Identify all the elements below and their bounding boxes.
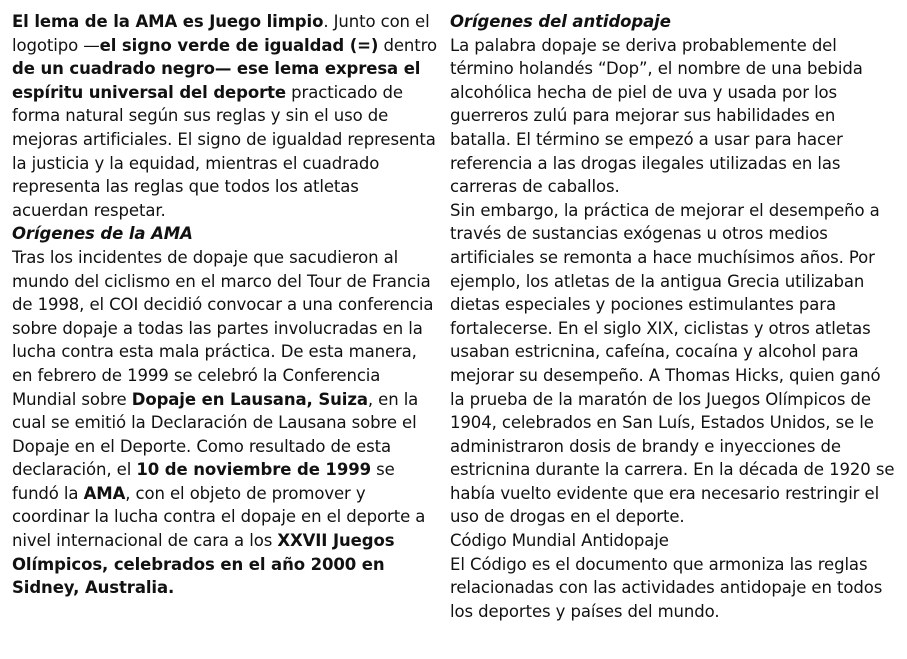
left-column [12,10,440,600]
ama-bold-text: AMA [83,483,126,503]
sydney-games-bold-text: XXVII Juegos Olímpicos, celebrados en el año 2000 en Sidney, Australia. [12,531,395,598]
founding-date-bold-text: 10 de noviembre de 1999 [136,460,371,480]
heading-origins-ama: Orígenes de la AMA [12,224,193,244]
intro-text-2: dentro [378,35,437,55]
origins-text-1: Tras los incidentes de dopaje que sacudieron al mundo del ciclismo en el marco del Tour de Francia de 1998, el COI decidió convocar a una conferencia sobre dopaje a todas las partes involucradas en la lucha contra esta mala práctica. De esta manera, en febrero de 1999 se celebró la Conferencia Mundial sobre [12,247,434,409]
right-column [450,10,898,623]
origins-text-3: se fundó la [12,460,395,503]
motto-bold-text: El lema de la AMA es Juego limpio [12,12,324,31]
origins-text-2: , en la cual se emitió la Declaración de Lausana sobre el Dopaje en el Deporte. Como resultado de esta declaración, el [12,389,419,480]
code-paragraph: El Código es el documento que armoniza las reglas relacionadas con las actividades antidopaje en todos los deportes y países del mundo. [450,554,883,621]
origins-paragraph [12,246,440,600]
heading-origins-antidoping: Orígenes del antidopaje [450,12,671,31]
heading-world-code: Código Mundial Antidopaje [450,531,669,551]
origins-text-4: , con el objeto de promover y coordinar la lucha contra el dopaje en el deporte a nivel internacional de cara a los [12,483,426,551]
history-paragraph: Sin embargo, la práctica de mejorar el desempeño a través de sustancias exógenas u otros medios artificiales se remonta a hace muchísimos años. Por ejemplo, los atletas de la antigua Grecia utilizaban dietas especiales y pociones estimulantes para fortalecerse. En el siglo XIX, ciclistas y otros atletas usaban estricnina, cafeína, cocaína y alcohol para mejorar su desempeño. A Thomas Hicks, quien ganó la prueba de la maratón de los Juegos Olímpicos de 1904, celebrados en San Luís, Estados Unidos, se le administraron dosis de brandy e inyecciones de estricnina durante la carrera. En la década de 1920 se había vuelto evidente que era necesario restringir el uso de drogas en el deporte. [450,200,895,527]
dop-etymology-paragraph: La palabra dopaje se deriva probablemente del término holandés “Dop”, el nombre de una bebida alcohólica hecha de piel de uva y usada por los guerreros zulú para mejorar sus habilidades en batalla. El término se empezó a usar para hacer referencia a las drogas ilegales utilizadas en las carreras de caballos. [450,35,863,197]
intro-paragraph [12,10,440,222]
black-square-bold-text: de un cuadrado negro— ese lema expresa el espíritu universal del deporte [12,59,421,102]
intro-text-1: . Junto con el logotipo — [12,12,430,55]
intro-text-3: practicado de forma natural según sus reglas y sin el uso de mejoras artificiales. El signo de igualdad representa la justicia y la equidad, mientras el cuadrado representa las reglas que todos los atletas acuerdan respetar. [12,82,436,220]
equal-sign-bold-text: el signo verde de igualdad (=) [99,35,379,55]
lausanne-bold-text: Dopaje en Lausana, Suiza [131,389,368,409]
